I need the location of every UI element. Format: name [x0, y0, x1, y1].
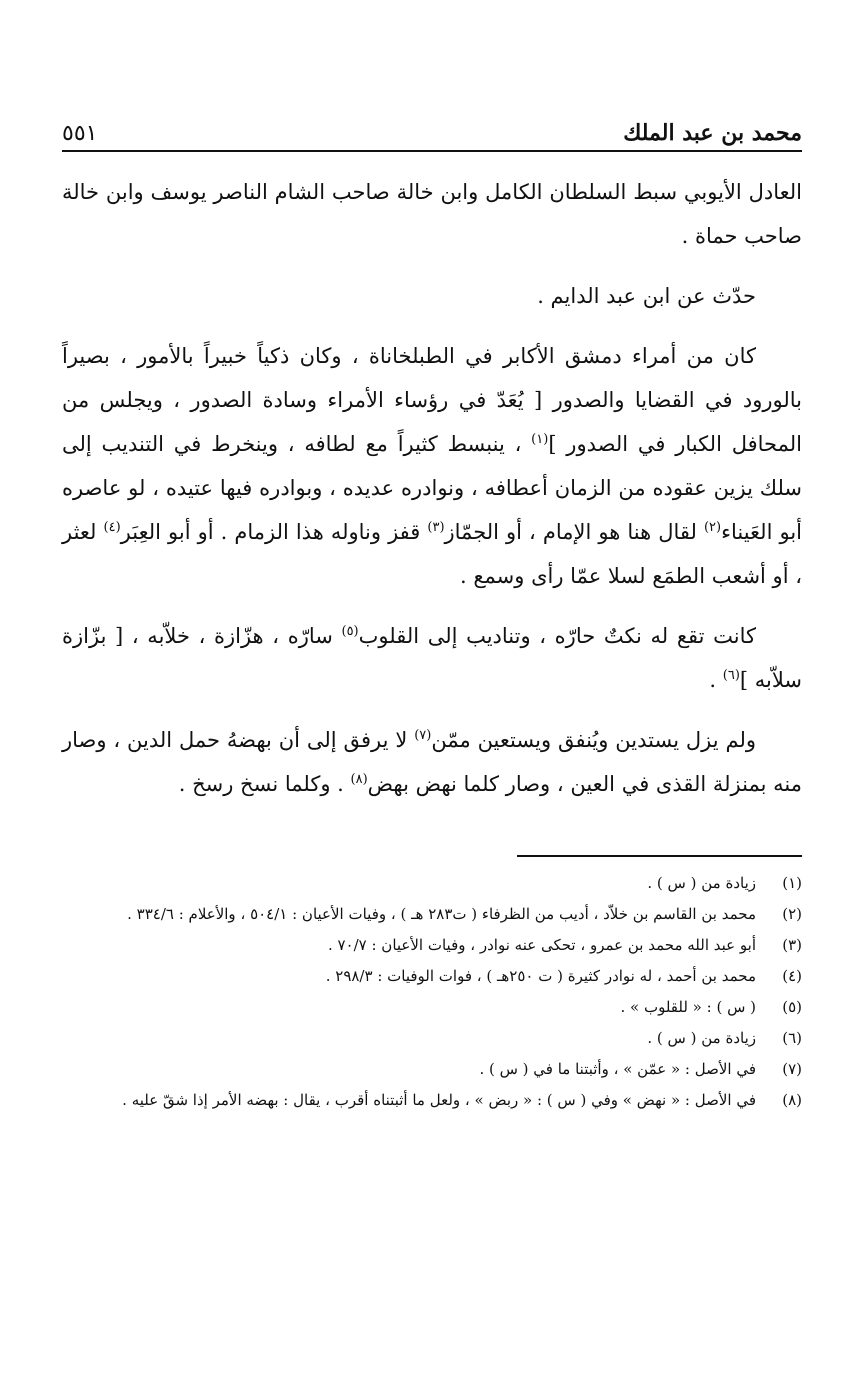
footnote-ref-6[interactable]: (٦): [722, 668, 740, 683]
footnote-number: (٨): [782, 1091, 802, 1109]
text-segment: سارّه ، هزّازة ، خلاّبه ، [ بزّازة سلاّبه ]: [62, 624, 802, 692]
paragraph-text: العادل الأيوبي سبط السلطان الكامل وابن خالة صاحب الشام الناصر يوسف وابن خالة صاحب حماة .: [62, 180, 802, 248]
text-segment: ولم يزل يستدين ويُنفق ويستعين ممّن: [431, 728, 756, 752]
footnote-ref-7[interactable]: (٧): [414, 728, 432, 743]
footnote-text: زيادة من ( س ) .: [647, 874, 756, 892]
footnote-text: زيادة من ( س ) .: [647, 1029, 756, 1047]
text-segment: كان من أمراء دمشق الأكابر في الطبلخاناة ، وكان ذكياً خبيراً بالأمور ، بصيراً بالورود في القضايا والصدور [ يُعَدّ في رؤساء الأمراء وسادة الصدور ، ويجلس من المحافل الكبار في الصدور ]: [62, 344, 802, 456]
text-segment: . وكلما نسخ رسخ .: [178, 772, 351, 796]
footnote-item: [62, 868, 802, 899]
footnote-number: (٧): [782, 1060, 802, 1078]
footnote-item: [62, 992, 802, 1023]
paragraph-text: حدّث عن ابن عبد الدايم .: [537, 284, 756, 308]
footnote-ref-3[interactable]: (٣): [427, 520, 445, 535]
footnotes: [62, 868, 802, 1116]
text-segment: كانت تقع له نكتٌ حارّه ، وتناديب إلى القلوب: [358, 624, 756, 648]
text-segment: .: [709, 668, 723, 692]
footnote-number: (٣): [782, 936, 802, 954]
footnote-ref-4[interactable]: (٤): [103, 520, 121, 535]
footnote-number: (٦): [782, 1029, 802, 1047]
footnote-ref-2[interactable]: (٢): [703, 520, 722, 535]
paragraph-debt: [62, 718, 802, 806]
footnote-item: [62, 899, 802, 930]
footnote-item: [62, 1054, 802, 1085]
footnote-item: [62, 1085, 802, 1116]
footnote-ref-5[interactable]: (٥): [341, 624, 359, 639]
footnote-item: [62, 1023, 802, 1054]
book-page: [62, 0, 802, 1380]
paragraph-continuation: [62, 170, 802, 258]
paragraph-hadith: [62, 274, 802, 318]
footnote-text: ( س ) : « للقلوب » .: [620, 998, 756, 1016]
footnote-item: [62, 930, 802, 961]
footnote-number: (٢): [782, 905, 802, 923]
footnote-ref-8[interactable]: (٨): [350, 772, 368, 787]
footnote-text: أبو عبد الله محمد بن عمرو ، تحكى عنه نوادر ، وفيات الأعيان : ٧٠/٧ .: [327, 936, 756, 954]
text-segment: لقال هنا هو الإمام ، أو الجمّاز: [444, 520, 704, 544]
text-segment: لا يرفق إلى أن بهضهُ حمل الدين ، وصار منه بمنزلة القذى في العين ، وصار كلما نهض بهض: [62, 728, 802, 796]
page-number: ٥٥١: [62, 121, 98, 146]
footnote-text: محمد بن أحمد ، له نوادر كثيرة ( ت ٢٥٠هـ ) ، فوات الوفيات : ٢٩٨/٣ .: [325, 967, 756, 985]
footnote-divider: [517, 855, 802, 857]
footnote-number: (٥): [782, 998, 802, 1016]
footnote-text: في الأصل : « عمّن » ، وأثبتنا ما في ( س ) .: [479, 1060, 756, 1078]
header-divider: [62, 150, 802, 152]
footnote-text: محمد بن القاسم بن خلاّد ، أديب من الظرفاء ( ت٢٨٣ هـ ) ، وفيات الأعيان : ٥٠٤/١ ، والأعلام : ٣٣٤/٦ .: [127, 905, 756, 923]
footnote-number: (١): [782, 874, 802, 892]
text-segment: قفز وناوله هذا الزمام . أو أبو العِبَر: [120, 520, 428, 544]
footnote-number: (٤): [782, 967, 802, 985]
running-header: [62, 106, 802, 146]
paragraph-jokes: [62, 614, 802, 702]
footnote-ref-1[interactable]: (١): [531, 432, 549, 447]
text-segment: ، ينبسط كثيراً مع لطافه ، وينخرط في التنديب إلى سلك يزين عقوده من الزمان أعطافه ، ونوادره عديده ، وبوادره فيها عتيده ، لو عاصره أبو العَيناء: [62, 432, 802, 544]
paragraph-biography: [62, 334, 802, 598]
footnote-item: [62, 961, 802, 992]
running-title: محمد بن عبد الملك: [623, 120, 802, 146]
main-text: [62, 170, 802, 806]
footnote-text: في الأصل : « نهض » وفي ( س ) : « ربض » ، ولعل ما أثبتناه أقرب ، يقال : بهضه الأمر إذا شقّ عليه .: [122, 1091, 756, 1109]
text-segment: لعثر ، أو أشعب الطمَع لسلا عمّا رأى وسمع .: [62, 520, 802, 588]
